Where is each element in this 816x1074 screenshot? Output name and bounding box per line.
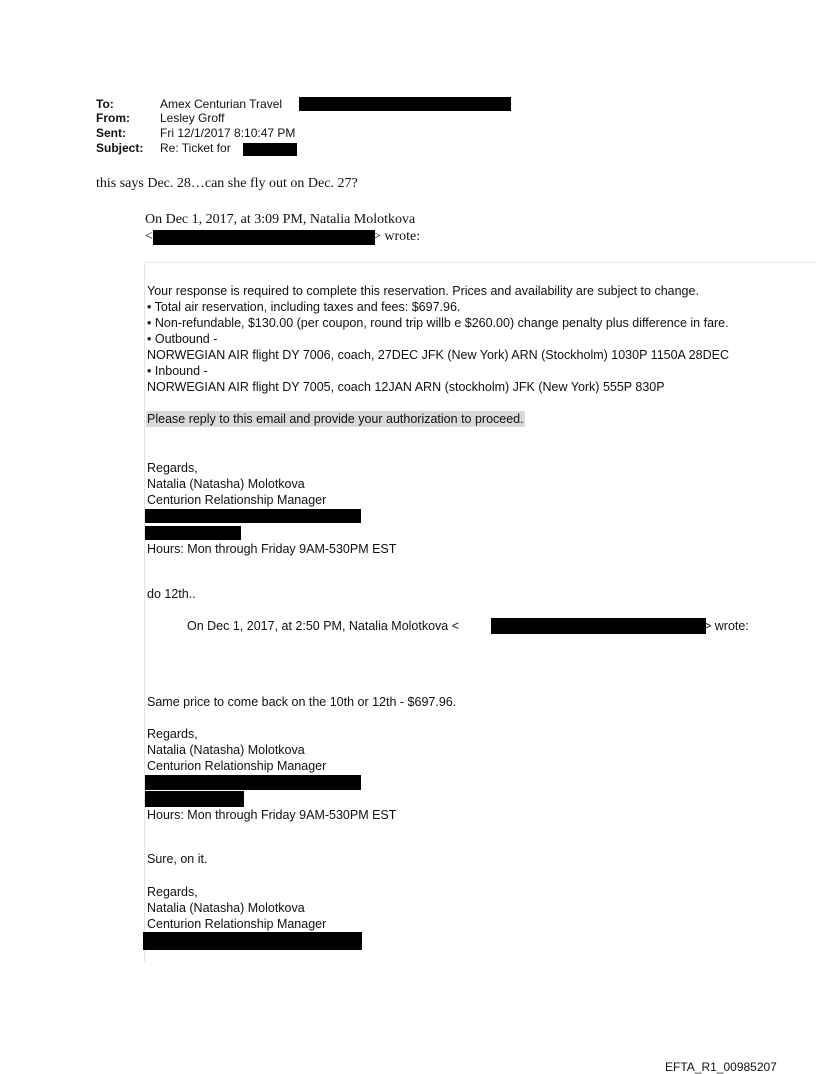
- authorization-request: Please reply to this email and provide your authorization to proceed.: [147, 412, 524, 426]
- document-id: EFTA_R1_00985207: [665, 1060, 777, 1074]
- quote1-sig-name: Natalia (Natasha) Molotkova: [147, 477, 305, 491]
- quote3-regards: Regards,: [147, 885, 198, 899]
- quote1-line: • Non-refundable, $130.00 (per coupon, round trip willb e $260.00) change penalty plus difference in fare.: [147, 316, 729, 330]
- quote2-sig-title: Centurion Relationship Manager: [147, 759, 327, 773]
- quote1-reply: do 12th..: [147, 587, 196, 601]
- quote1-intro-close: > wrote:: [373, 229, 421, 244]
- redaction-box: [143, 932, 362, 950]
- subject-value: Re: Ticket for: [160, 141, 231, 155]
- subject-label: Subject:: [96, 141, 144, 155]
- redaction-box: [145, 526, 241, 540]
- to-value: Amex Centurian Travel: [160, 97, 283, 111]
- quote-divider: [144, 262, 816, 263]
- quote1-line: NORWEGIAN AIR flight DY 7005, coach 12JAN ARN (stockholm) JFK (New York) 555P 830P: [147, 380, 665, 394]
- from-label: From:: [96, 111, 130, 125]
- to-label: To:: [96, 97, 114, 111]
- quote1-line: Your response is required to complete this reservation. Prices and availability are subject to change.: [147, 284, 699, 298]
- quote1-intro: On Dec 1, 2017, at 3:09 PM, Natalia Molotkova: [145, 212, 416, 227]
- header-to-row: [96, 97, 282, 111]
- quote3-sig-name: Natalia (Natasha) Molotkova: [147, 901, 305, 915]
- redaction-box: [145, 509, 361, 523]
- header-sent-row: [96, 126, 295, 140]
- quote1-line: • Outbound -: [147, 332, 218, 346]
- quote1-sig-title: Centurion Relationship Manager: [147, 493, 327, 507]
- sent-value: Fri 12/1/2017 8:10:47 PM: [160, 126, 296, 140]
- quote2-intro: On Dec 1, 2017, at 2:50 PM, Natalia Molotkova <: [187, 619, 460, 633]
- quote1-line: • Total air reservation, including taxes and fees: $697.96.: [147, 300, 461, 314]
- header-subject-row: [96, 141, 231, 155]
- redaction-box: [299, 97, 511, 111]
- sent-label: Sent:: [96, 126, 126, 140]
- header-from-row: [96, 111, 224, 125]
- redaction-box: [491, 618, 706, 634]
- quote2-text: Same price to come back on the 10th or 12th - $697.96.: [147, 695, 457, 709]
- quote1-intro-open: <: [145, 229, 153, 244]
- redaction-box: [145, 791, 244, 807]
- quote3-text: Sure, on it.: [147, 852, 208, 866]
- quote1-line: NORWEGIAN AIR flight DY 7006, coach, 27DEC JFK (New York) ARN (Stockholm) 1030P 1150A 28DEC: [147, 348, 729, 362]
- quote-border: [144, 262, 145, 962]
- redaction-box: [243, 143, 297, 156]
- quote2-hours: Hours: Mon through Friday 9AM-530PM EST: [147, 808, 397, 822]
- from-value: Lesley Groff: [160, 111, 225, 125]
- quote2-intro-close: > wrote:: [704, 619, 749, 633]
- quote3-sig-title: Centurion Relationship Manager: [147, 917, 327, 931]
- quote2-regards: Regards,: [147, 727, 198, 741]
- redaction-box: [153, 230, 375, 245]
- quote1-line: • Inbound -: [147, 364, 208, 378]
- quote1-hours: Hours: Mon through Friday 9AM-530PM EST: [147, 542, 397, 556]
- redaction-box: [145, 775, 361, 790]
- reply-message: this says Dec. 28…can she fly out on Dec. 27?: [96, 176, 358, 191]
- quote2-sig-name: Natalia (Natasha) Molotkova: [147, 743, 305, 757]
- quote1-regards: Regards,: [147, 461, 198, 475]
